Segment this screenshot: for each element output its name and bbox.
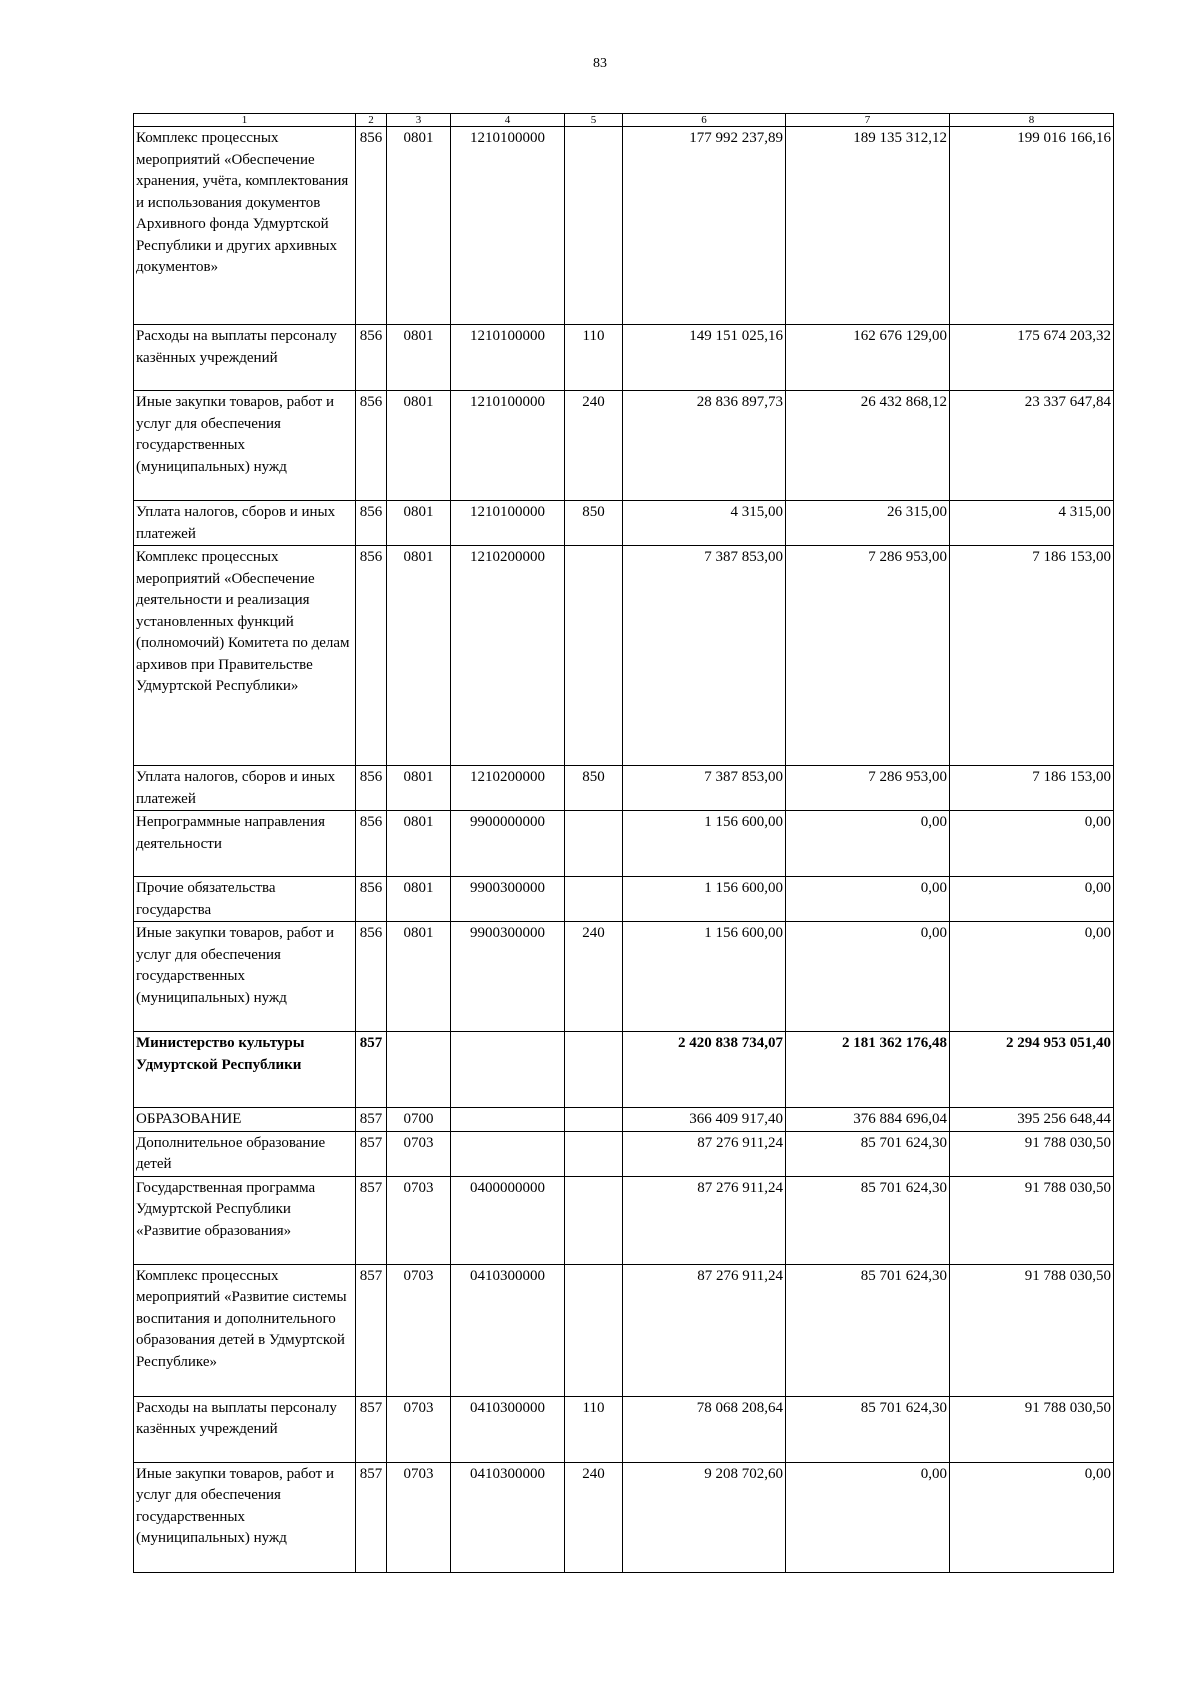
amount-year-3: 91 788 030,50: [950, 1176, 1114, 1264]
target-article-code: [451, 1131, 565, 1176]
table-row: [134, 1264, 1114, 1396]
amount-year-2: 0,00: [786, 877, 950, 922]
expense-type-code: 240: [565, 1462, 623, 1572]
section-code: 0703: [387, 1396, 451, 1462]
target-article-code: [451, 1032, 565, 1108]
amount-year-2: 162 676 129,00: [786, 325, 950, 391]
column-header: 5: [565, 114, 623, 127]
amount-year-1: 7 387 853,00: [623, 546, 786, 766]
row-description: Комплекс процессных мероприятий «Развитие системы воспитания и дополнительного образования детей в Удмуртской Республике»: [134, 1264, 356, 1396]
ministry-code: 856: [356, 546, 387, 766]
section-code: 0703: [387, 1131, 451, 1176]
section-code: 0801: [387, 546, 451, 766]
section-code: 0801: [387, 811, 451, 877]
ministry-code: 857: [356, 1396, 387, 1462]
table-row: [134, 127, 1114, 325]
amount-year-3: 91 788 030,50: [950, 1396, 1114, 1462]
target-article-code: 0410300000: [451, 1396, 565, 1462]
target-article-code: 1210200000: [451, 546, 565, 766]
table-row: [134, 1176, 1114, 1264]
section-code: 0801: [387, 127, 451, 325]
row-description: Иные закупки товаров, работ и услуг для обеспечения государственных (муниципальных) нужд: [134, 1462, 356, 1572]
amount-year-2: 85 701 624,30: [786, 1176, 950, 1264]
amount-year-2: 0,00: [786, 922, 950, 1032]
table-row: [134, 1462, 1114, 1572]
expense-type-code: [565, 127, 623, 325]
amount-year-1: 7 387 853,00: [623, 766, 786, 811]
amount-year-1: 87 276 911,24: [623, 1176, 786, 1264]
expense-type-code: [565, 1108, 623, 1132]
section-code: 0801: [387, 501, 451, 546]
amount-year-2: 376 884 696,04: [786, 1108, 950, 1132]
target-article-code: 9900300000: [451, 877, 565, 922]
section-code: 0801: [387, 766, 451, 811]
ministry-code: 857: [356, 1131, 387, 1176]
amount-year-1: 78 068 208,64: [623, 1396, 786, 1462]
amount-year-1: 87 276 911,24: [623, 1131, 786, 1176]
column-header: 6: [623, 114, 786, 127]
expense-type-code: [565, 1176, 623, 1264]
row-description: Комплекс процессных мероприятий «Обеспечение хранения, учёта, комплектования и использования документов Архивного фонда Удмуртской Республики и других архивных документов»: [134, 127, 356, 325]
amount-year-3: 2 294 953 051,40: [950, 1032, 1114, 1108]
page-number: 83: [593, 56, 607, 71]
amount-year-3: 0,00: [950, 1462, 1114, 1572]
ministry-code: 856: [356, 127, 387, 325]
amount-year-1: 4 315,00: [623, 501, 786, 546]
target-article-code: 1210100000: [451, 127, 565, 325]
amount-year-2: 7 286 953,00: [786, 766, 950, 811]
target-article-code: 1210100000: [451, 501, 565, 546]
table-row: [134, 1032, 1114, 1108]
ministry-code: 857: [356, 1176, 387, 1264]
amount-year-3: 7 186 153,00: [950, 766, 1114, 811]
section-code: 0703: [387, 1264, 451, 1396]
row-description: Прочие обязательства государства: [134, 877, 356, 922]
ministry-code: 857: [356, 1264, 387, 1396]
column-header: 7: [786, 114, 950, 127]
section-code: 0703: [387, 1176, 451, 1264]
section-code: 0801: [387, 391, 451, 501]
expense-type-code: 240: [565, 391, 623, 501]
ministry-code: 857: [356, 1032, 387, 1108]
amount-year-1: 1 156 600,00: [623, 922, 786, 1032]
expense-type-code: 240: [565, 922, 623, 1032]
amount-year-3: 23 337 647,84: [950, 391, 1114, 501]
expense-type-code: [565, 546, 623, 766]
amount-year-2: 2 181 362 176,48: [786, 1032, 950, 1108]
amount-year-3: 91 788 030,50: [950, 1131, 1114, 1176]
amount-year-3: 0,00: [950, 811, 1114, 877]
expense-type-code: [565, 1032, 623, 1108]
target-article-code: 9900300000: [451, 922, 565, 1032]
table-header-row: [134, 114, 1114, 127]
table-row: [134, 325, 1114, 391]
amount-year-1: 1 156 600,00: [623, 811, 786, 877]
target-article-code: 9900000000: [451, 811, 565, 877]
table-row: [134, 391, 1114, 501]
table-row: [134, 1108, 1114, 1132]
column-header: 8: [950, 114, 1114, 127]
column-header: 4: [451, 114, 565, 127]
table-row: [134, 811, 1114, 877]
ministry-code: 857: [356, 1462, 387, 1572]
amount-year-1: 149 151 025,16: [623, 325, 786, 391]
table-row: [134, 1396, 1114, 1462]
amount-year-1: 177 992 237,89: [623, 127, 786, 325]
row-description: Иные закупки товаров, работ и услуг для обеспечения государственных (муниципальных) нужд: [134, 391, 356, 501]
amount-year-1: 1 156 600,00: [623, 877, 786, 922]
expense-type-code: [565, 877, 623, 922]
amount-year-3: 175 674 203,32: [950, 325, 1114, 391]
target-article-code: [451, 1108, 565, 1132]
amount-year-1: 87 276 911,24: [623, 1264, 786, 1396]
amount-year-2: 26 432 868,12: [786, 391, 950, 501]
section-code: 0703: [387, 1462, 451, 1572]
target-article-code: 0410300000: [451, 1264, 565, 1396]
amount-year-1: 28 836 897,73: [623, 391, 786, 501]
expense-type-code: [565, 811, 623, 877]
amount-year-2: 0,00: [786, 1462, 950, 1572]
section-code: 0801: [387, 922, 451, 1032]
ministry-code: 856: [356, 811, 387, 877]
amount-year-3: 4 315,00: [950, 501, 1114, 546]
expense-type-code: 850: [565, 766, 623, 811]
ministry-code: 857: [356, 1108, 387, 1132]
amount-year-3: 7 186 153,00: [950, 546, 1114, 766]
section-code: [387, 1032, 451, 1108]
table-row: [134, 501, 1114, 546]
table-row: [134, 1131, 1114, 1176]
ministry-code: 856: [356, 325, 387, 391]
expense-type-code: 110: [565, 1396, 623, 1462]
amount-year-2: 85 701 624,30: [786, 1131, 950, 1176]
amount-year-3: 0,00: [950, 922, 1114, 1032]
ministry-code: 856: [356, 391, 387, 501]
target-article-code: 1210100000: [451, 325, 565, 391]
section-code: 0801: [387, 877, 451, 922]
target-article-code: 0400000000: [451, 1176, 565, 1264]
ministry-code: 856: [356, 877, 387, 922]
row-description: Уплата налогов, сборов и иных платежей: [134, 501, 356, 546]
amount-year-3: 91 788 030,50: [950, 1264, 1114, 1396]
amount-year-3: 199 016 166,16: [950, 127, 1114, 325]
amount-year-2: 189 135 312,12: [786, 127, 950, 325]
column-header: 1: [134, 114, 356, 127]
table-row: [134, 877, 1114, 922]
section-code: 0801: [387, 325, 451, 391]
expense-type-code: [565, 1131, 623, 1176]
ministry-code: 856: [356, 501, 387, 546]
amount-year-2: 0,00: [786, 811, 950, 877]
row-description: Расходы на выплаты персоналу казённых учреждений: [134, 1396, 356, 1462]
row-description: Государственная программа Удмуртской Республики «Развитие образования»: [134, 1176, 356, 1264]
amount-year-2: 26 315,00: [786, 501, 950, 546]
ministry-code: 856: [356, 922, 387, 1032]
row-description: Расходы на выплаты персоналу казённых учреждений: [134, 325, 356, 391]
row-description: Комплекс процессных мероприятий «Обеспечение деятельности и реализация установленных функций (полномочий) Комитета по делам архивов при Правительстве Удмуртской Республики»: [134, 546, 356, 766]
row-description: Непрограммные направления деятельности: [134, 811, 356, 877]
table-row: [134, 922, 1114, 1032]
column-header: 2: [356, 114, 387, 127]
column-header: 3: [387, 114, 451, 127]
ministry-code: 856: [356, 766, 387, 811]
target-article-code: 0410300000: [451, 1462, 565, 1572]
target-article-code: 1210200000: [451, 766, 565, 811]
row-description: Иные закупки товаров, работ и услуг для обеспечения государственных (муниципальных) нужд: [134, 922, 356, 1032]
amount-year-3: 0,00: [950, 877, 1114, 922]
amount-year-2: 85 701 624,30: [786, 1264, 950, 1396]
amount-year-1: 9 208 702,60: [623, 1462, 786, 1572]
row-description: ОБРАЗОВАНИЕ: [134, 1108, 356, 1132]
amount-year-1: 2 420 838 734,07: [623, 1032, 786, 1108]
amount-year-3: 395 256 648,44: [950, 1108, 1114, 1132]
section-code: 0700: [387, 1108, 451, 1132]
amount-year-1: 366 409 917,40: [623, 1108, 786, 1132]
table-row: [134, 546, 1114, 766]
amount-year-2: 7 286 953,00: [786, 546, 950, 766]
expense-type-code: [565, 1264, 623, 1396]
budget-table: [133, 113, 1114, 1573]
expense-type-code: 850: [565, 501, 623, 546]
row-description: Министерство культуры Удмуртской Республики: [134, 1032, 356, 1108]
expense-type-code: 110: [565, 325, 623, 391]
amount-year-2: 85 701 624,30: [786, 1396, 950, 1462]
table-row: [134, 766, 1114, 811]
target-article-code: 1210100000: [451, 391, 565, 501]
row-description: Уплата налогов, сборов и иных платежей: [134, 766, 356, 811]
row-description: Дополнительное образование детей: [134, 1131, 356, 1176]
